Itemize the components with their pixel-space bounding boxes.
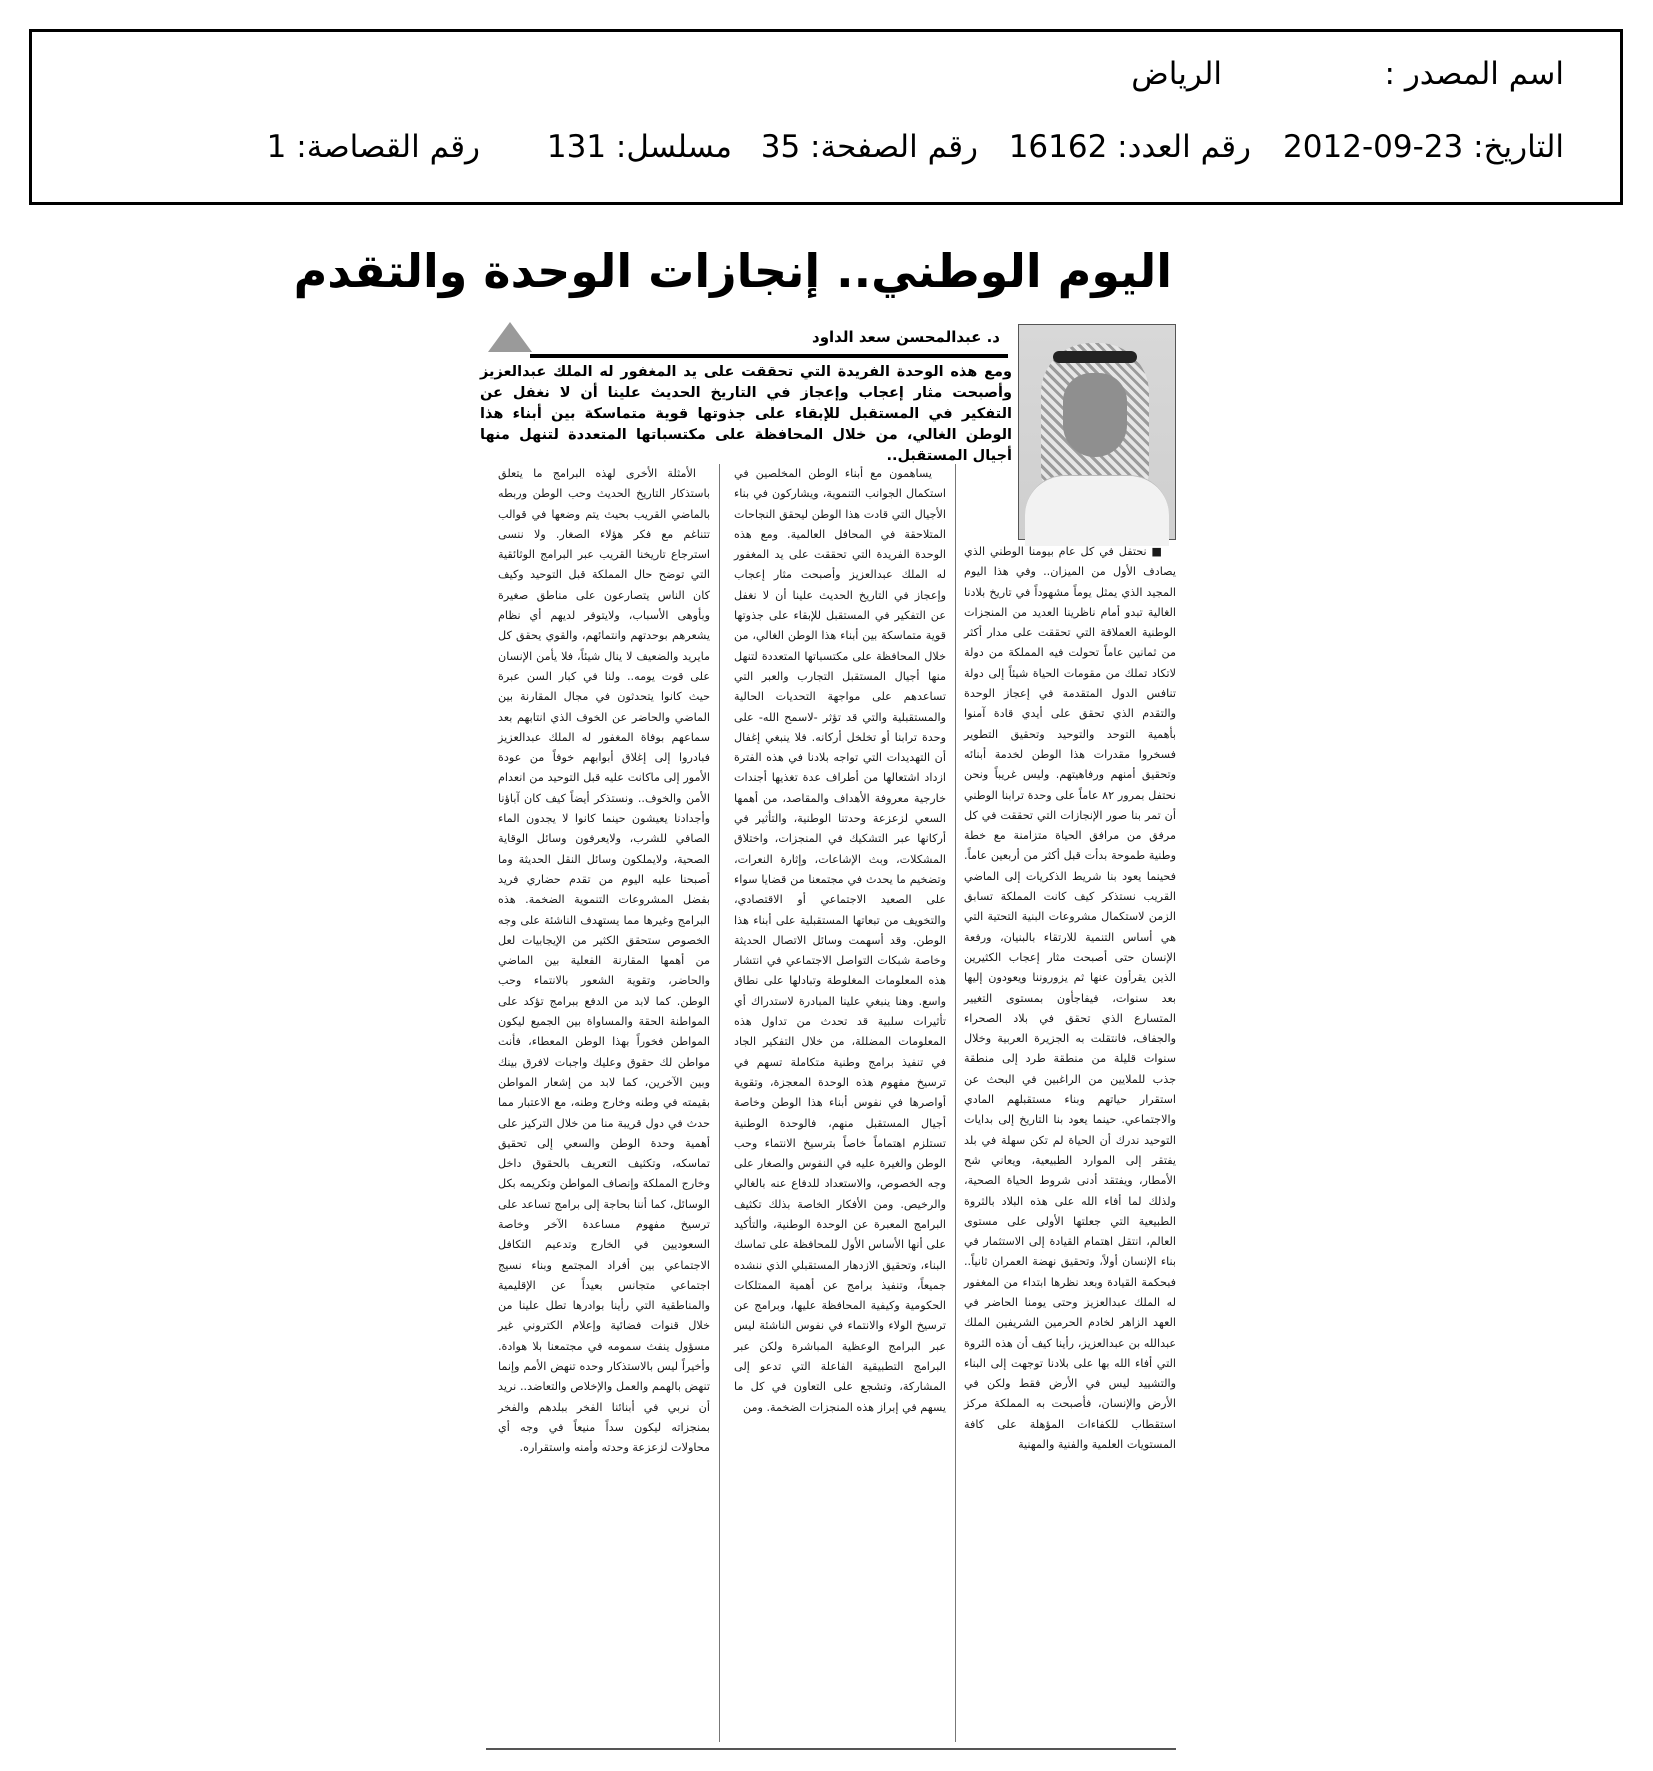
source-value: الرياض xyxy=(1131,56,1222,92)
column-divider xyxy=(955,464,956,1742)
article-lead: ومع هذه الوحدة الفريدة التي تحققت على يد المغفور له الملك عبدالعزيز وأصبحت مثار إعجاب وإعجاز في التاريخ الحديث علينا أن لا نغفل عن التفكير في المستقبل للإبقاء على جذوتها قوية متماسكة بين أبناء هذا الوطن الغالي، من خلال المحافظة على مكتسباتها المتعددة لتنهل منها أجيال المستقبل.. xyxy=(480,364,1012,464)
newspaper-clipping xyxy=(293,236,1180,1756)
clip-number-field: رقم القصاصة: 1 xyxy=(266,129,480,165)
article-column-1 xyxy=(964,542,1176,1742)
issue-number-field: رقم العدد: 16162 xyxy=(1008,129,1251,165)
article-column-3 xyxy=(498,464,710,1742)
clipping-metadata-box xyxy=(29,29,1623,205)
author-rule xyxy=(530,354,1008,358)
article-author: د. عبدالمحسن سعد الداود xyxy=(812,328,1000,346)
decorative-triangle-icon xyxy=(488,322,532,352)
article-headline: اليوم الوطني.. إنجازات الوحدة والتقدم xyxy=(293,244,1172,298)
serial-field: مسلسل: 131 xyxy=(546,129,732,165)
column-1-text: ■ نحتفل في كل عام بيومنا الوطني الذي يصادف الأول من الميزان.. وفي هذا اليوم المجيد الذي يمثل يوماً مشهوداً في تاريخ بلادنا الغالية تبدو أمام ناظرينا العديد من المنجزات الوطنية العملاقة التي تحققت على مدار أكثر من ثمانين عاماً تحولت فيه المملكة من دولة لاتكاد تملك من مقومات الحياة شيئاً إلى دولة تنافس الدول المتقدمة في إعجاز الوحدة والتقدم الذي تحقق على أيدي قادة آمنوا بأهمية التوحد والتوحيد وتحقيق التطوير فسخروا مقدرات هذا الوطن لخدمة أبنائه وتحقيق أمنهم ورفاهيتهم. وليس غريباً ونحن نحتفل بمرور ٨٢ عاماً على وحدة ترابنا الوطني أن تمر بنا صور الإنجازات التي تحققت في كل مرفق من مرافق الحياة متزامنة مع خطة وطنية طموحة بدأت قبل أكثر من أربعين عاماً. فحينما يعود بنا شريط الذكريات إلى الماضي القريب نستذكر كيف كانت المملكة تسابق الزمن لاستكمال مشروعات البنية التحتية التي هي أساس التنمية للارتقاء بالبنيان، ورفعة الإنسان حتى أصبحت مثار إعجاب الكثيرين الذين يقرأون عنها ثم يزوروننا ويعودون إليها بعد سنوات، فيفاجأون بمستوى التغيير المتسارع الذي تحقق في بلاد الصحراء والجفاف، فانتقلت به الجزيرة العربية وخلال سنوات قليلة من منطقة طرد إلى منطقة جذب للملايين من الراغبين في البحث عن استقرار حياتهم وبناء مستقبلهم المادي والاجتماعي. حينما يعود بنا التاريخ إلى بدايات التوحيد ندرك أن الحياة لم تكن سهلة في بلد يفتقر إلى الموارد الطبيعية، ويعاني شح الأمطار، ويفتقد أدنى شروط الحياة الصحية، ولذلك لما أفاء الله على هذه البلاد بالثروة الطبيعية التي جعلتها الأولى على مستوى العالم، انتقل اهتمام القيادة إلى الاستثمار في بناء الإنسان أولاً، وتحقيق نهضة العمران ثانياً.. فبحكمة القيادة وبعد نظرها ابتداء من المغفور له الملك عبدالعزيز وحتى يومنا الحاضر في العهد الزاهر لخادم الحرمين الشريفين الملك عبدالله بن عبدالعزيز، رأينا كيف أن هذه الثروة التي أفاء الله بها على بلادنا توجهت إلى البناء والتشييد ليس في الأرض فقط ولكن في الأرض والإنسان، فأصبحت به المملكة مركز استقطاب للكفاءات المؤهلة على كافة المستويات العلمية والفنية والمهنية xyxy=(964,545,1177,1452)
page-number-field: رقم الصفحة: 35 xyxy=(760,129,978,165)
column-divider xyxy=(719,464,720,1742)
author-agal xyxy=(1053,351,1137,363)
article-column-2 xyxy=(734,464,946,1742)
author-thobe xyxy=(1025,475,1169,546)
author-photo xyxy=(1018,324,1176,540)
source-label: اسم المصدر : xyxy=(1384,56,1564,92)
author-face xyxy=(1063,373,1127,457)
date-field: التاريخ: 23-09-2012 xyxy=(1283,129,1564,165)
column-3-text: الأمثلة الأخرى لهذه البرامج ما يتعلق باستذكار التاريخ الحديث وحب الوطن وربطه بالماضي القريب بحيث يتم وضعها في قوالب تتناغم مع فكر هؤلاء الصغار. ولا ننسى استرجاع تاريخنا القريب عبر البرامج الوثائقية التي توضح حال المملكة قبل التوحيد وكيف كان الناس يتصارعون على مناطق صغيرة وبأوهى الأسباب، ولايتوفر لديهم أي نظام يشعرهم بوحدتهم وانتمائهم، والقوي يحقق كل مايريد والضعيف لا ينال شيئاً، فلا يأمن الإنسان على قوت يومه.. ولنا في كبار السن عبرة حيث كانوا يتحدثون في مجال المقارنة بين الماضي والحاضر عن الخوف الذي انتابهم بعد سماعهم بوفاة المغفور له الملك عبدالعزيز فبادروا إلى إغلاق أبوابهم خوفاً من عودة الأمور إلى ماكانت عليه قبل التوحيد من انعدام الأمن والخوف.. ونستذكر أيضاً كيف كان آباؤنا وأجدادنا يعيشون حينما كانوا لا يجدون الماء الصافي للشرب، ولايعرفون وسائل الوقاية الصحية، ولايملكون وسائل النقل الحديثة وما أصبحنا عليه اليوم من تقدم حضاري فريد بفضل المشروعات التنموية الضخمة. هذه البرامج وغيرها مما يستهدف الناشئة على وجه الخصوص ستحقق الكثير من الإيجابيات لعل من أهمها المقارنة الفعلية بين الماضي والحاضر، وتقوية الشعور بالانتماء وحب الوطن. كما لابد من الدفع ببرامج تؤكد على المواطنة الحقة والمساواة بين الجميع ليكون المواطن فخوراً بهذا الوطن المعطاء، فأنت مواطن لك حقوق وعليك واجبات لافرق بينك وبين الآخرين، كما لابد من إشعار المواطن بقيمته في وطنه وخارج وطنه، مع الاعتبار مما حدث في دول قريبة منا من خلال التركيز على أهمية وحدة الوطن والسعي إلى تحقيق تماسكه، وتكثيف التعريف بالحقوق داخل وخارج المملكة وإنصاف المواطن وتكريمه بكل الوسائل، كما أننا بحاجة إلى برامج تساعد على ترسيخ مفهوم مساعدة الآخر وخاصة السعوديين في الخارج وتدعيم التكافل الاجتماعي بين أفراد المجتمع وبناء نسيج اجتماعي متجانس بعيداً عن الإقليمية والمناطقية التي رأينا بوادرها تطل علينا من خلال قنوات فضائية وإعلام الكتروني غير مسؤول ينفث سمومه في مجتمعنا بلا هوادة. وأخيراً ليس بالاستذكار وحده تنهض الأمم وإنما تنهض بالهمم والعمل والإخلاص والتعاضد.. نريد أن نربي في أبنائنا الفخر ببلدهم والفخر بمنجزاته ليكون سداً منيعاً في وجه أي محاولات لزعزعة وحدته وأمنه واستقراره. xyxy=(498,467,710,1455)
bottom-rule xyxy=(486,1748,1176,1750)
column-2-text: يساهمون مع أبناء الوطن المخلصين في استكمال الجوانب التنموية، ويشاركون في بناء الأجيال التي قادت هذا الوطن ليحقق النجاحات المتلاحقة في المحافل العالمية. ومع هذه الوحدة الفريدة التي تحققت على يد المغفور له الملك عبدالعزيز وأصبحت مثار إعجاب وإعجاز في التاريخ الحديث علينا أن لا نغفل عن التفكير في المستقبل للإبقاء على جذوتها قوية متماسكة بين أبناء هذا الوطن الغالي، من خلال المحافظة على مكتسباتها المتعددة لتنهل منها أجيال المستقبل التجارب والعبر التي تساعدهم على مواجهة التحديات الحالية والمستقبلية والتي قد تؤثر -لاسمح الله- على وحدة ترابنا أو تخلخل أركانه. فلا ينبغي إغفال أن التهديدات التي تواجه بلادنا في هذه الفترة ازداد اشتعالها من أطراف عدة تغذيها أجندات خارجية معروفة الأهداف والمقاصد، من أهمها السعي لزعزعة وحدتنا الوطنية، والتأثير في أركانها عبر التشكيك في المنجزات، واختلاق المشكلات، وبث الإشاعات، وإثارة النعرات، وتضخيم ما يحدث في مجتمعنا من قضايا سواء على الصعيد الاجتماعي أو الاقتصادي، والتخويف من تبعاتها المستقبلية على أبناء هذا الوطن. وقد أسهمت وسائل الاتصال الحديثة وخاصة شبكات التواصل الاجتماعي في انتشار هذه المعلومات المغلوطة وتبادلها على نطاق واسع. وهنا ينبغي علينا المبادرة لاستدراك أي تأثيرات سلبية قد تحدث من تداول هذه المعلومات المضللة، من خلال التفكير الجاد في تنفيذ برامج وطنية متكاملة تسهم في ترسيخ مفهوم هذه الوحدة المعجزة، وتقوية أواصرها في نفوس أبناء هذا الوطن وخاصة أجيال المستقبل منهم، فالوحدة الوطنية تستلزم اهتماماً خاصاً بترسيخ الانتماء وحب الوطن والغيرة عليه في النفوس والصغار على وجه الخصوص، والاستعداد للدفاع عنه بالغالي والرخيص. ومن الأفكار الخاصة بذلك تكثيف البرامج المعبرة عن الوحدة الوطنية، والتأكيد على أنها الأساس الأول للمحافظة على تماسك البناء، وتحقيق الازدهار المستقبلي الذي ننشده جميعاً، وتنفيذ برامج عن أهمية الممتلكات الحكومية وكيفية المحافظة عليها، وبرامج عن ترسيخ الولاء والانتماء في نفوس الناشئة ليس عبر البرامج الوعظية المباشرة ولكن عبر البرامج التطبيقية الفاعلة التي تدعو إلى المشاركة، وتشجع على التعاون في كل ما يسهم في إبراز هذه المنجزات الضخمة. ومن xyxy=(734,467,946,1414)
